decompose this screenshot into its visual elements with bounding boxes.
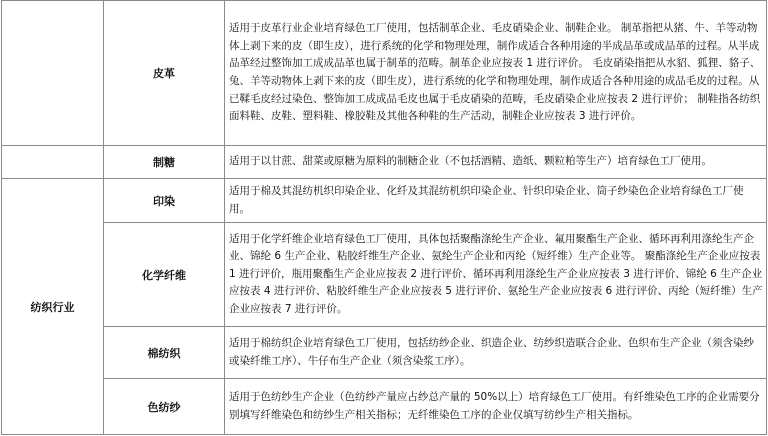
table-row xyxy=(2,146,767,179)
sub-industry-cell: 棉纺织 xyxy=(104,327,225,379)
description-cell: 适用于棉纺织企业培育绿色工厂使用，包括纺纱企业、织造企业、纺纱织造联合企业、色织布生产企业（须含染纱或染纤维工序）、牛仔布生产企业（须含染浆工序）。 xyxy=(225,327,767,379)
industry-cell xyxy=(2,1,104,146)
table-row xyxy=(2,179,767,223)
sub-industry-cell: 色纺纱 xyxy=(104,379,225,435)
industry-cell: 纺织行业 xyxy=(2,179,104,435)
sub-industry-cell: 印染 xyxy=(104,179,225,223)
table-row xyxy=(2,327,767,379)
sub-industry-cell: 化学纤维 xyxy=(104,223,225,327)
table-row xyxy=(2,379,767,435)
table-row xyxy=(2,1,767,146)
description-cell: 适用于皮革行业企业培育绿色工厂使用，包括制革企业、毛皮硝染企业、制鞋企业。 制革指把从猪、牛、羊等动物体上剥下来的皮（即生皮），进行系统的化学和物理处理，制作成适合各种用途的半成品革或成品革的过程。从半成品革经过整饰加工成成品革也属于制革的范畴。制革企业应按表 1 进行评价。 毛皮硝染指把从水貂、狐狸、貉子、兔、羊等动物体上剥下来的皮（即生皮），进行系统的化学和物理处理，制作成适合各种用途的成品毛皮的过程。从已鞣毛皮经过染色、整饰加工成成品毛皮也属于毛皮硝染的范畴，毛皮硝染企业应按表 2 进行评价； 制鞋指各纺织面料鞋、皮鞋、塑料鞋、橡胶鞋及其他各种鞋的生产活动，制鞋企业应按表 3 进行评价。 xyxy=(225,1,767,146)
description-cell: 适用于色纺纱生产企业（色纺纱产量应占纱总产量的 50%以上）培育绿色工厂使用。有纤维染色工序的企业需要分别填写纤维染色和纺纱生产相关指标；无纤维染色工序的企业仅填写纺纱生产相关指标。 xyxy=(225,379,767,435)
industry-cell xyxy=(2,146,104,179)
industry-scope-table xyxy=(1,0,767,435)
sub-industry-cell: 制糖 xyxy=(104,146,225,179)
description-cell: 适用于棉及其混纺机织印染企业、化纤及其混纺机织印染企业、针织印染企业、筒子纱染色企业培育绿色工厂使用。 xyxy=(225,179,767,223)
description-cell: 适用于以甘蔗、甜菜或原糖为原料的制糖企业（不包括酒精、造纸、颗粒粕等生产）培育绿色工厂使用。 xyxy=(225,146,767,179)
sub-industry-cell: 皮革 xyxy=(104,1,225,146)
table-row xyxy=(2,223,767,327)
description-cell: 适用于化学纤维企业培育绿色工厂使用，具体包括聚酯涤纶生产企业、氟用聚酯生产企业、循环再利用涤纶生产企业、锦纶 6 生产企业、粘胶纤维生产企业、氨纶生产企业和丙纶（短纤维）生产企业等。 聚酯涤纶生产企业应按表 1 进行评价，瓶用聚酯生产企业应按表 2 进行评价、循环再利用涤纶生产企业应按表 3 进行评价、锦纶 6 生产企业应按表 4 进行评价、粘胶纤维生产企业应按表 5 进行评价、氨纶生产企业应按表 6 进行评价、丙纶（短纤维）生产企业应按表 7 进行评价。 xyxy=(225,223,767,327)
